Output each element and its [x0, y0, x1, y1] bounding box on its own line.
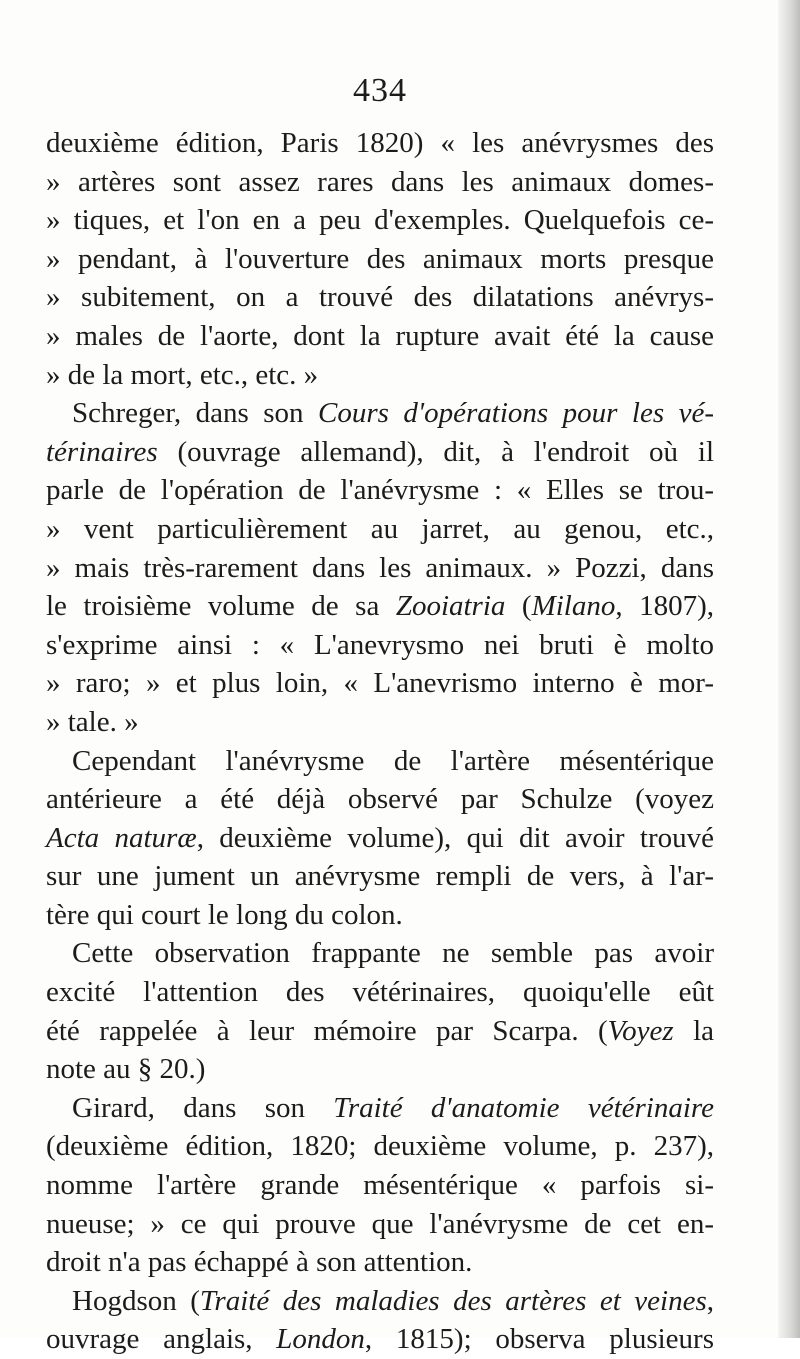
text-segment: » males de l'aorte, dont la rupture avait été la cause: [46, 319, 714, 352]
text-segment: été rappelée à leur mémoire par Scarpa. (: [46, 1014, 608, 1047]
text-line: [46, 356, 714, 395]
text-segment: , 1807),: [615, 590, 714, 623]
text-segment: parle de l'opération de l'anévrysme : « Elles se trou-: [46, 474, 714, 507]
text-segment: » raro; » et plus loin, « L'anevrismo interno è mor-: [46, 667, 714, 700]
text-segment: Cependant l'anévrysme de l'artère mésentérique: [72, 744, 714, 777]
text-segment: excité l'attention des vétérinaires, quoiqu'elle eût: [46, 976, 714, 1009]
text-segment: droit n'a pas échappé à son attention.: [46, 1246, 473, 1279]
text-segment: » subitement, on a trouvé des dilatations anévrys-: [46, 281, 714, 314]
text-line: [46, 587, 714, 626]
text-segment: » pendant, à l'ouverture des animaux morts presque: [46, 242, 714, 275]
italic-text: London: [276, 1323, 365, 1356]
text-line: [46, 896, 714, 935]
italic-text: Cours d'opérations pour les vé-: [318, 397, 715, 430]
text-line: [46, 703, 714, 742]
body-text: [46, 124, 714, 1359]
text-line: [46, 471, 714, 510]
text-segment: (deuxième édition, 1820; deuxième volume, p. 237),: [46, 1130, 714, 1163]
text-segment: » tale. »: [46, 705, 139, 738]
text-segment: sur une jument un anévrysme rempli de vers, à l'ar-: [46, 860, 714, 893]
text-segment: ,: [706, 1284, 715, 1317]
text-segment: ouvrage anglais,: [46, 1323, 277, 1356]
text-line: [46, 278, 714, 317]
italic-text: Traité d'anatomie vétérinaire: [333, 1091, 714, 1124]
text-line: [46, 1320, 714, 1359]
italic-text: Milano: [531, 590, 616, 623]
text-line: [46, 626, 714, 665]
italic-text: Traité des maladies des artères et veines: [199, 1284, 707, 1317]
text-segment: , 1815); observa plusieurs: [364, 1323, 714, 1356]
page-edge-shadow: [778, 0, 800, 1338]
italic-text: térinaires: [46, 435, 158, 468]
text-line: [46, 1282, 714, 1321]
text-line: [46, 201, 714, 240]
text-line: [46, 664, 714, 703]
text-segment: la: [673, 1014, 714, 1047]
text-segment: le troisième volume de sa: [46, 590, 396, 623]
text-segment: s'exprime ainsi : « L'anevrysmo nei bruti è molto: [46, 628, 714, 661]
text-segment: Hogdson (: [72, 1284, 200, 1317]
text-line: [46, 1205, 714, 1244]
text-segment: nueuse; » ce qui prouve que l'anévrysme de cet en-: [46, 1207, 714, 1240]
text-line: [46, 1089, 714, 1128]
text-line: [46, 433, 714, 472]
text-line: [46, 240, 714, 279]
page-number: 434: [353, 72, 407, 109]
text-segment: Girard, dans son: [72, 1091, 334, 1124]
text-segment: » artères sont assez rares dans les animaux domes-: [46, 165, 714, 198]
text-line: [46, 1127, 714, 1166]
text-segment: (: [505, 590, 532, 623]
text-line: [46, 394, 714, 433]
text-segment: note au § 20.): [46, 1053, 206, 1086]
text-segment: nomme l'artère grande mésentérique « parfois si-: [46, 1169, 714, 1202]
text-segment: antérieure a été déjà observé par Schulze (voyez: [46, 783, 714, 816]
text-line: [46, 549, 714, 588]
text-segment: » de la mort, etc., etc. »: [46, 358, 319, 391]
text-line: [46, 317, 714, 356]
text-segment: , deuxième volume), qui dit avoir trouvé: [196, 821, 714, 854]
text-segment: Cette observation frappante ne semble pas avoir: [72, 937, 714, 970]
text-line: [46, 124, 714, 163]
text-line: [46, 742, 714, 781]
italic-text: Zooiatria: [395, 590, 506, 623]
text-segment: tère qui court le long du colon.: [46, 898, 403, 931]
text-line: [46, 163, 714, 202]
text-segment: Schreger, dans son: [72, 397, 319, 430]
italic-text: Voyez: [607, 1014, 674, 1047]
text-line: [46, 780, 714, 819]
text-line: [46, 1050, 714, 1089]
text-segment: deuxième édition, Paris 1820) « les anévrysmes des: [46, 127, 714, 159]
text-line: [46, 1012, 714, 1051]
italic-text: Acta naturæ: [46, 821, 197, 854]
text-line: [46, 819, 714, 858]
text-line: [46, 934, 714, 973]
text-segment: » mais très-rarement dans les animaux. » Pozzi, dans: [46, 551, 714, 584]
text-line: [46, 973, 714, 1012]
text-segment: » vent particulièrement au jarret, au genou, etc.,: [46, 512, 714, 545]
text-line: [46, 1243, 714, 1282]
text-line: [46, 510, 714, 549]
text-segment: » tiques, et l'on en a peu d'exemples. Quelquefois ce-: [46, 204, 714, 237]
text-line: [46, 1166, 714, 1205]
text-line: [46, 857, 714, 896]
text-segment: (ouvrage allemand), dit, à l'endroit où il: [157, 435, 714, 468]
